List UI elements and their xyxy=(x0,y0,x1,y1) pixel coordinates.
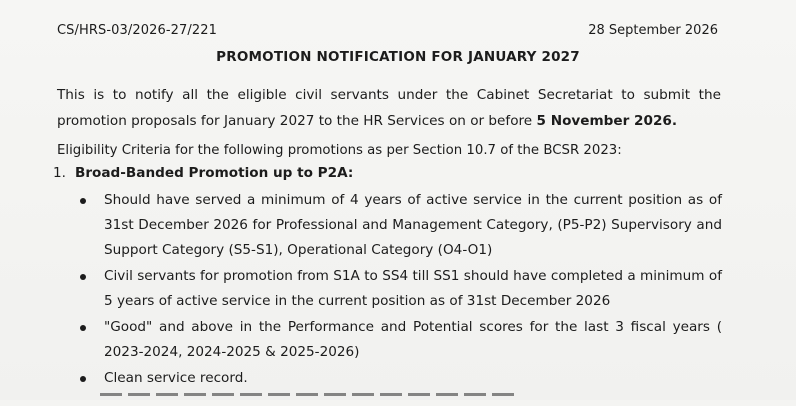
list-item xyxy=(80,366,722,391)
bullet-icon xyxy=(80,376,86,382)
list-item-text: Clean service record. xyxy=(104,370,248,386)
intro-paragraph xyxy=(57,82,721,134)
document-date: 28 September 2026 xyxy=(588,23,718,38)
bullet-icon xyxy=(80,198,86,204)
criteria-list xyxy=(80,188,722,392)
list-item xyxy=(80,315,722,365)
section-heading xyxy=(53,165,353,181)
list-item-text: "Good" and above in the Performance and Potential scores for the last 3 fiscal years ( 2023-2024, 2024-2025 & 2025-2026) xyxy=(104,319,722,360)
list-item-text: Should have served a minimum of 4 years of active service in the current position as of 31st December 2026 for Professional and Management Category, (P5-P2) Supervisory and Support Category (S5-S1), Operational Category (O4-O1) xyxy=(104,192,722,258)
list-item xyxy=(80,188,722,263)
document-title: PROMOTION NOTIFICATION FOR JANUARY 2027 xyxy=(216,49,580,65)
bullet-icon xyxy=(80,274,86,280)
section-title: Broad-Banded Promotion up to P2A: xyxy=(74,165,354,181)
criteria-heading: Eligibility Criteria for the following promotions as per Section 10.7 of the BCSR 2023: xyxy=(57,143,622,158)
list-item-text: Civil servants for promotion from S1A to SS4 till SS1 should have completed a minimum of 5 years of active service in the current position as of 31st December 2026 xyxy=(104,268,722,309)
cropped-next-line xyxy=(100,392,520,406)
reference-number: CS/HRS-03/2026-27/221 xyxy=(57,23,217,38)
submission-deadline: 5 November 2026. xyxy=(536,113,678,129)
bullet-icon xyxy=(80,325,86,331)
list-item xyxy=(80,264,722,314)
intro-text: This is to notify all the eligible civil servants under the Cabinet Secretariat to submit the promotion proposals for January 2027 to the HR Services on or before xyxy=(57,87,721,129)
section-number: 1. xyxy=(53,165,66,181)
cropped-text-fragment xyxy=(100,393,520,396)
